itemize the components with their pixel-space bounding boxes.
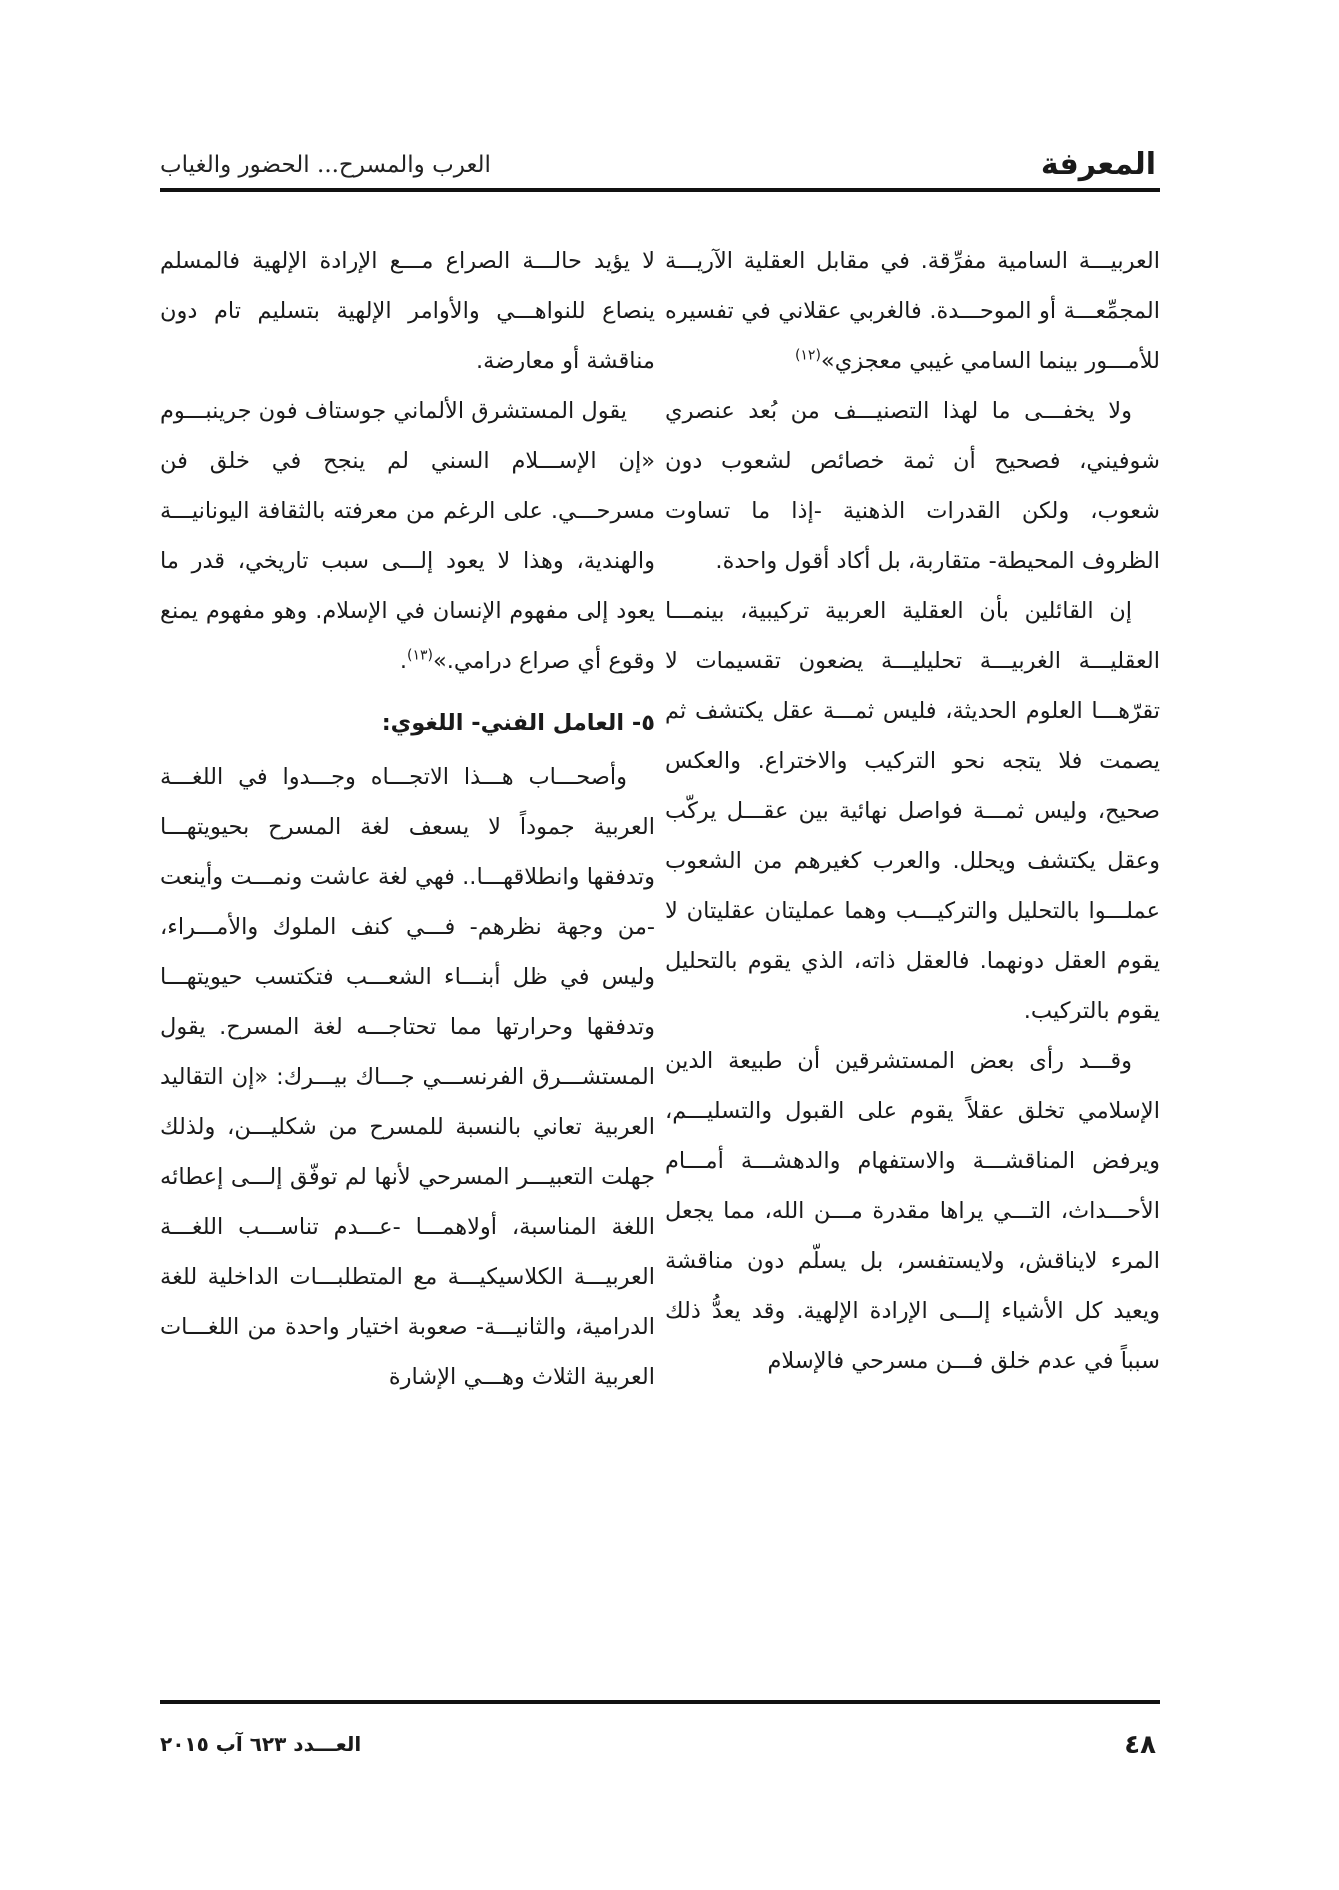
paragraph-text: العربيـــة السامية مفرِّقة. في مقابل العقلية الآريـــة المجمِّعـــة أو الموحـــدة. فالغربي عقلاني في تفسيره للأمـــور بينما السامي غيبي معجزي» xyxy=(665,248,1160,374)
paragraph: وقـــد رأى بعض المستشرقين أن طبيعة الدين الإسلامي تخلق عقلاً يقوم على القبول والتسليـــم، ويرفض المناقشـــة والاستفهام والدهشـــة أمـــام الأحـــداث، التـــي يراها مقدرة مـــن الله، مما يجعل المرء لايناقش، ولايستفسر، بل يسلّم دون مناقشة ويعيد كل الأشياء إلـــى الإرادة الإلهية. وقد يعدُّ ذلك سبباً في عدم خلق فـــن مسرحي فالإسلام xyxy=(665,1048,1160,1374)
section-heading: ٥- العامل الفني- اللغوي: xyxy=(381,710,655,736)
paragraph xyxy=(160,386,655,686)
paragraph-text: يقول المستشرق الألماني جوستاف فون جرينبـــوم «إن الإســـلام السني لم ينجح في خلق فن مسرحـــي. على الرغم من معرفته بالثقافة اليونانيـــة والهندية، وهذا لا يعود إلـــى سبب تاريخي، قدر ما يعود إلى مفهوم الإنسان في الإسلام. وهو مفهوم يمنع وقوع أي صراع درامي.» xyxy=(160,398,655,674)
paragraph: ولا يخفـــى ما لهذا التصنيـــف من بُعد عنصري شوفيني، فصحيح أن ثمة خصائص لشعوب دون شعوب، ولكن القدرات الذهنية -إذا ما تساوت الظروف المحيطة- متقاربة، بل أكاد أقول واحدة. xyxy=(665,398,1160,574)
right-text-column xyxy=(665,236,1160,1676)
footer-rule xyxy=(160,1700,1160,1704)
article-running-title: العرب والمسرح... الحضور والغياب xyxy=(160,152,491,178)
paragraph: وأصحـــاب هـــذا الاتجـــاه وجـــدوا في اللغـــة العربية جموداً لا يسعف لغة المسرح بحيويتهـــا وتدفقها وانطلاقهـــا.. فهي لغة عاشت ونمـــت وأينعت -من وجهة نظرهم- فـــي كنف الملوك والأمـــراء، وليس في ظل أبنـــاء الشعـــب فتكتسب حيويتهـــا وتدفقها وحرارتها مما تحتاجـــه لغة المسرح. يقول المستشـــرق الفرنســـي جـــاك بيـــرك: «إن التقاليد العربية تعاني بالنسبة للمسرح من شكليـــن، ولذلك جهلت التعبيـــر المسرحي لأنها لم توفّق إلـــى إعطائه اللغة المناسبة، أولاهمـــا -عـــدم تناســـب اللغـــة العربيـــة الكلاسيكيـــة مع المتطلبـــات الداخلية للغة الدرامية، والثانيـــة- صعوبة اختيار واحدة من اللغـــات العربية الثلاث وهـــي الإشارة xyxy=(160,764,655,1390)
issue-info: العـــدد ٦٢٣ آب ٢٠١٥ xyxy=(160,1732,362,1756)
paragraph xyxy=(665,236,1160,386)
magazine-logo: المعرفة xyxy=(1040,147,1156,182)
paragraph: لا يؤيد حالـــة الصراع مـــع الإرادة الإلهية فالمسلم ينصاع للنواهـــي والأوامر الإلهية بتسليم تام دون مناقشة أو معارضة. xyxy=(160,248,655,374)
footnote-ref: (١٢) xyxy=(794,347,821,364)
left-text-column xyxy=(160,236,655,1676)
header-rule xyxy=(160,188,1160,192)
paragraph-end: . xyxy=(399,648,407,674)
paragraph: إن القائلين بأن العقلية العربية تركيبية، بينمـــا العقليـــة الغربيـــة تحليليـــة يضعون تقسيمات لا تقرّهـــا العلوم الحديثة، فليس ثمـــة عقل يكتشف ثم يصمت فلا يتجه نحو التركيب والاختراع. والعكس صحيح، وليس ثمـــة فواصل نهائية بين عقـــل يركّب وعقل يكتشف ويحلل. والعرب كغيرهم من الشعوب عملـــوا بالتحليل والتركيـــب وهما عمليتان عقليتان لا يقوم العقل دونهما. فالعقل ذاته، الذي يقوم بالتحليل يقوم بالتركيب. xyxy=(665,598,1160,1024)
page-number: ٤٨ xyxy=(1124,1730,1156,1760)
footnote-ref: (١٣) xyxy=(406,647,433,664)
